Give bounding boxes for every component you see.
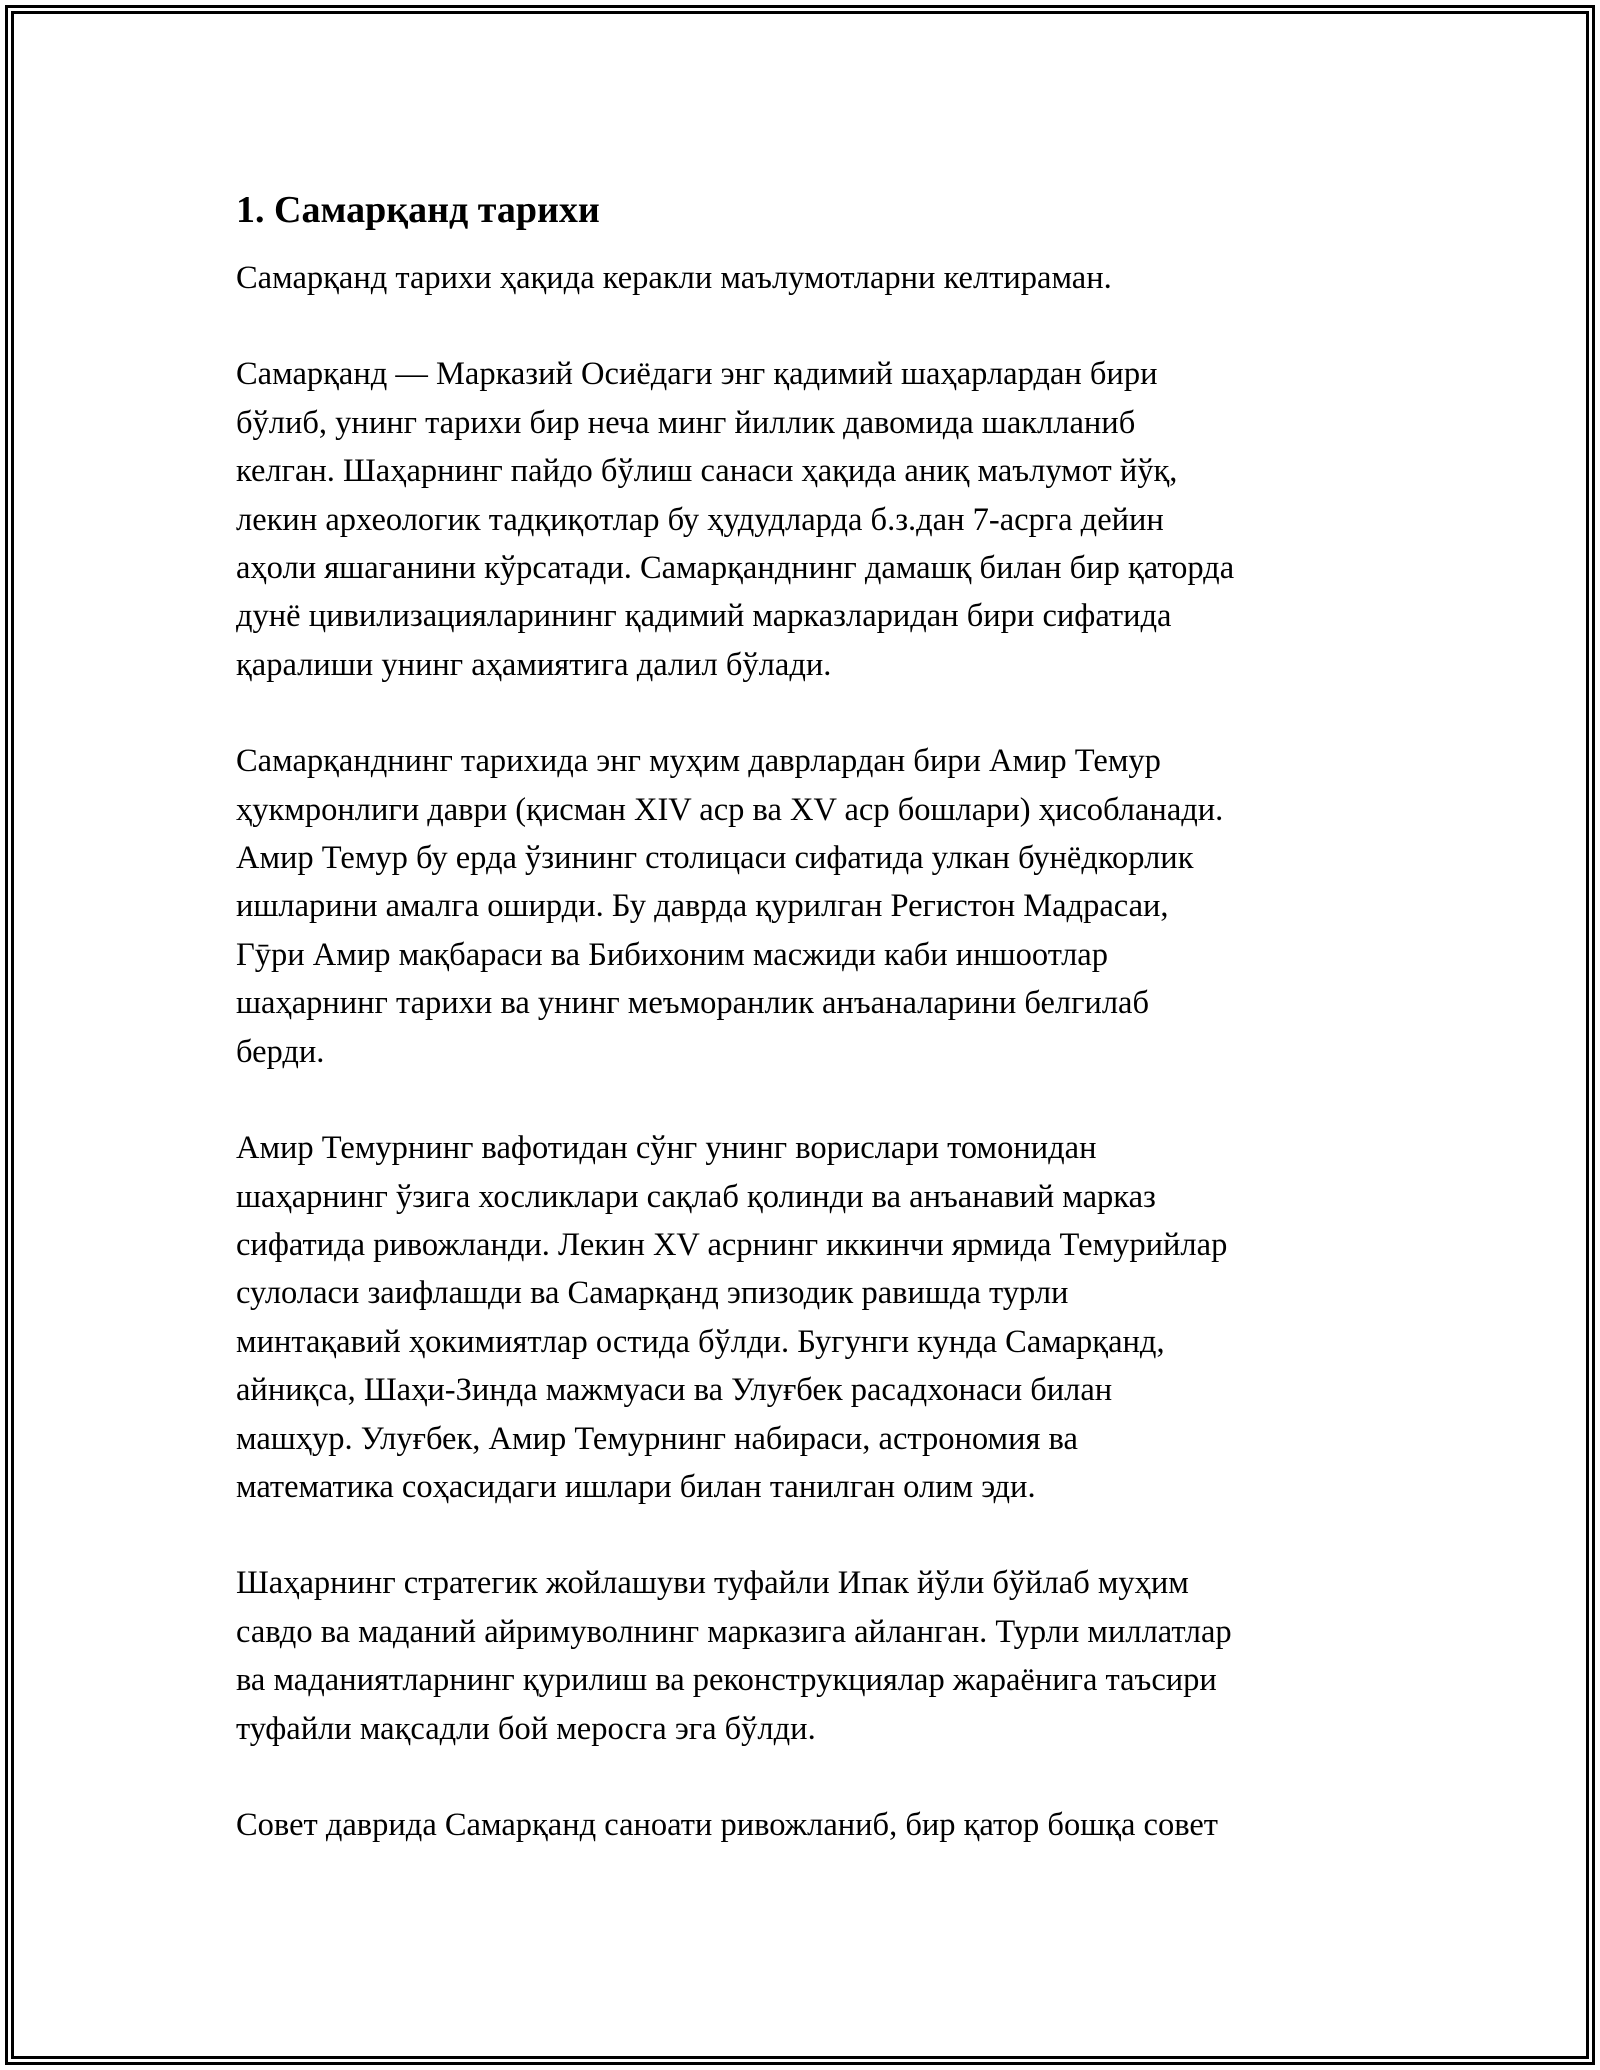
text-line: аҳоли яшаганини кўрсатади. Самарқанднинг дамашқ билан бир қаторда: [236, 550, 1235, 587]
text-line: Амир Темурнинг вафотидан сўнг унинг ворислари томонидан: [236, 1130, 1097, 1167]
text-line: минтақавий ҳокимиятлар остида бўлди. Бугунги кунда Самарқанд,: [236, 1323, 1165, 1360]
text-line: Амир Темур бу ерда ўзининг столицаси сифатида улкан бунёдкорлик: [236, 840, 1194, 877]
paragraph-intro: [236, 254, 1386, 302]
paragraph-silk-road: [236, 1559, 1386, 1753]
text-line: ва маданиятларнинг қурилиш ва реконструкциялар жараёнига таъсири: [236, 1662, 1217, 1699]
text-line: келган. Шаҳарнинг пайдо бўлиш санаси ҳақида аниқ маълумот йўқ,: [236, 453, 1178, 490]
text-line: Самарқанднинг тарихида энг муҳим даврлардан бири Амир Темур: [236, 743, 1161, 780]
text-line: Самарқанд — Марказий Осиёдаги энг қадимий шаҳарлардан бири: [236, 356, 1158, 393]
text-line: Самарқанд тарихи ҳақида керакли маълумотларни келтираман.: [236, 260, 1112, 296]
text-line: туфайли мақсадли бой меросга эга бўлди.: [236, 1710, 816, 1747]
text-line: айниқса, Шаҳи-Зинда мажмуаси ва Улуғбек расадхонаси билан: [236, 1372, 1113, 1409]
text-line: ишларини амалга оширди. Бу даврда қурилган Регистон Мадрасаи,: [236, 888, 1169, 925]
text-line: берди.: [236, 1033, 325, 1070]
paragraph-timur-era: [236, 737, 1386, 1076]
text-line: сулоласи заифлашди ва Самарқанд эпизодик равишда турли: [236, 1275, 1069, 1312]
text-line: Совет даврида Самарқанд саноати ривожланиб, бир қатор бошқа совет: [236, 1806, 1219, 1843]
text-line: ҳукмронлиги даври (қисман XIV аср ва XV аср бошлари) ҳисобланади.: [236, 791, 1224, 828]
paragraph-origins: [236, 350, 1386, 689]
text-line: шаҳарнинг тарихи ва унинг меъморанлик анъаналарини белгилаб: [236, 985, 1149, 1022]
text-line: Шаҳарнинг стратегик жойлашуви туфайли Ипак йўли бўйлаб муҳим: [236, 1565, 1189, 1602]
text-line: Гӯри Амир мақбараси ва Бибихоним масжиди каби иншоотлар: [236, 936, 1108, 973]
section-heading: 1. Самарқанд тарихи: [236, 189, 600, 231]
text-line: шаҳарнинг ўзига хосликлари сақлаб қолинди ва анъанавий марказ: [236, 1178, 1156, 1215]
text-line: лекин археологик тадқиқотлар бу ҳудудларда б.з.дан 7-асрга дейин: [236, 501, 1164, 538]
text-line: математика соҳасидаги ишлари билан танилган олим эди.: [236, 1468, 1036, 1505]
text-line: қаралиши унинг аҳамиятига далил бўлади.: [236, 646, 832, 683]
text-line: бўлиб, унинг тарихи бир неча минг йиллик давомида шаклланиб: [236, 404, 1136, 441]
paragraph-timurid-successors: [236, 1124, 1386, 1511]
paragraph-soviet-era: [236, 1801, 1386, 1849]
text-line: сифатида ривожланди. Лекин XV асрнинг иккинчи ярмида Темурийлар: [236, 1226, 1228, 1263]
text-line: дунё цивилизацияларининг қадимий марказларидан бири сифатида: [236, 598, 1172, 635]
text-line: машҳур. Улуғбек, Амир Темурнинг набираси, астрономия ва: [236, 1420, 1078, 1457]
document-body: [236, 186, 1386, 1897]
text-line: савдо ва маданий айримуволнинг марказига айланган. Турли миллатлар: [236, 1613, 1232, 1650]
